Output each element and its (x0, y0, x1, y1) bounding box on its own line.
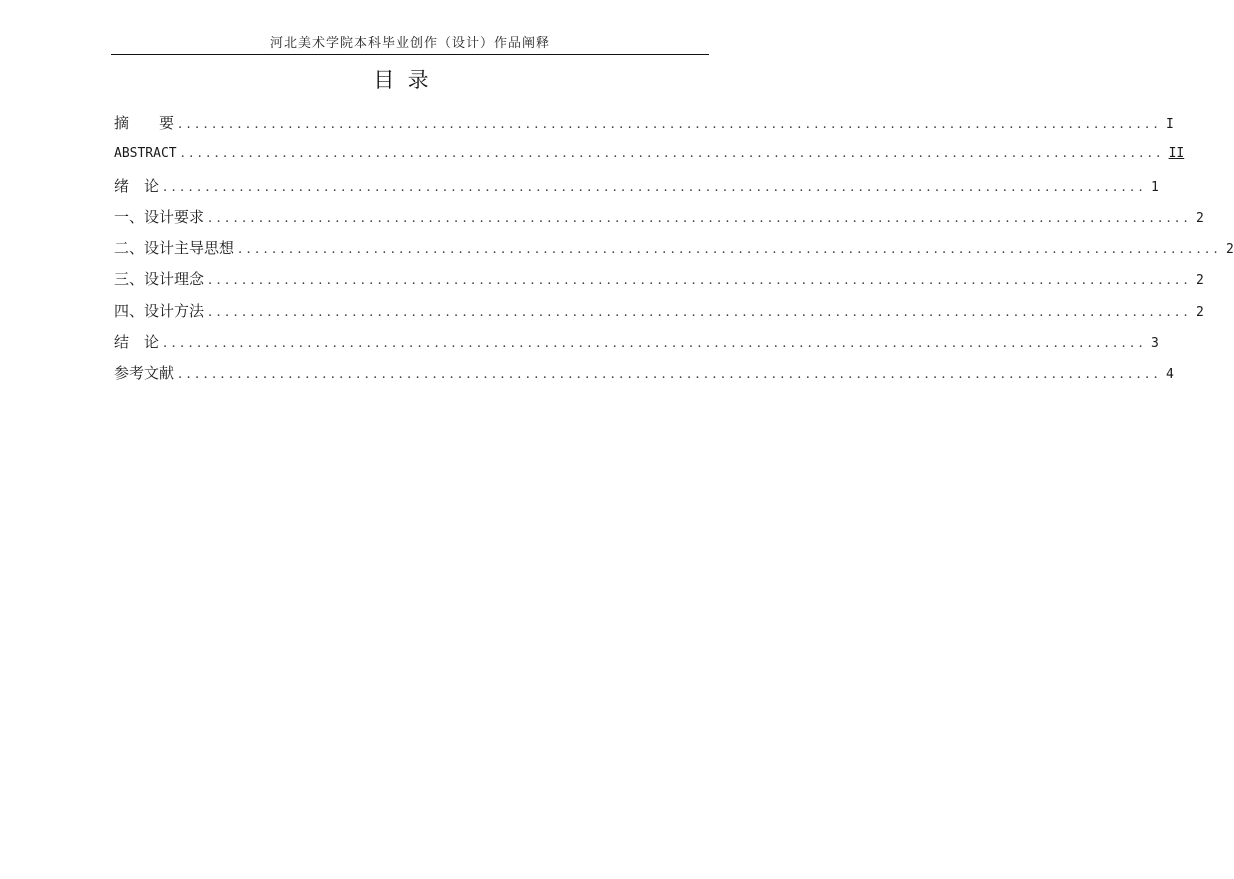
toc-title: 目 录 (373, 68, 429, 92)
table-of-contents (114, 113, 1234, 395)
toc-entry-abstract-en[interactable] (114, 144, 1185, 175)
toc-entry-label: 一、设计要求 (114, 207, 205, 226)
toc-entry-page: 2 (1195, 210, 1204, 226)
toc-entry-design-requirements[interactable] (114, 207, 1204, 238)
toc-entry-abstract-cn[interactable] (114, 113, 1174, 144)
toc-leader-dots: .................................................................................................................... (178, 367, 1162, 383)
toc-entry-design-concept[interactable] (114, 269, 1204, 300)
toc-entry-label: 绪 论 (114, 176, 160, 195)
toc-entry-page: 2 (1225, 242, 1234, 258)
toc-entry-page: 2 (1195, 304, 1204, 320)
toc-entry-label: 结 论 (114, 333, 160, 352)
toc-entry-conclusion[interactable] (114, 332, 1159, 363)
toc-leader-dots: .................................................................................................................... (208, 304, 1192, 320)
toc-leader-dots: .................................................................................................................... (208, 273, 1192, 289)
toc-entry-page: 4 (1165, 367, 1174, 383)
toc-entry-references[interactable] (114, 363, 1174, 394)
toc-entry-label: ABSTRACT (114, 146, 177, 162)
toc-entry-page: I (1165, 117, 1174, 132)
toc-entry-page: II (1168, 146, 1185, 162)
toc-entry-page: 2 (1195, 273, 1204, 289)
page-header: 河北美术学院本科毕业创作（设计）作品阐释 (269, 36, 550, 51)
toc-leader-dots: .................................................................................................................... (163, 179, 1147, 195)
toc-entry-label: 二、设计主导思想 (114, 239, 235, 258)
toc-leader-dots: .................................................................................................................... (180, 146, 1165, 162)
header-rule (111, 54, 709, 55)
toc-entry-page: 3 (1150, 336, 1159, 352)
toc-leader-dots: .................................................................................................................... (178, 117, 1162, 132)
toc-leader-dots: .................................................................................................................... (163, 336, 1147, 352)
toc-entry-label: 三、设计理念 (114, 270, 205, 289)
toc-entry-design-guiding-idea[interactable] (114, 238, 1234, 269)
toc-leader-dots: .................................................................................................................... (208, 210, 1192, 226)
toc-entry-page: 1 (1150, 179, 1159, 195)
toc-entry-label: 摘 要 (114, 114, 175, 132)
toc-entry-introduction[interactable] (114, 176, 1159, 207)
toc-leader-dots: .................................................................................................................... (238, 242, 1222, 258)
toc-entry-design-method[interactable] (114, 301, 1204, 332)
toc-entry-label: 四、设计方法 (114, 301, 205, 320)
toc-entry-label: 参考文献 (114, 364, 175, 383)
